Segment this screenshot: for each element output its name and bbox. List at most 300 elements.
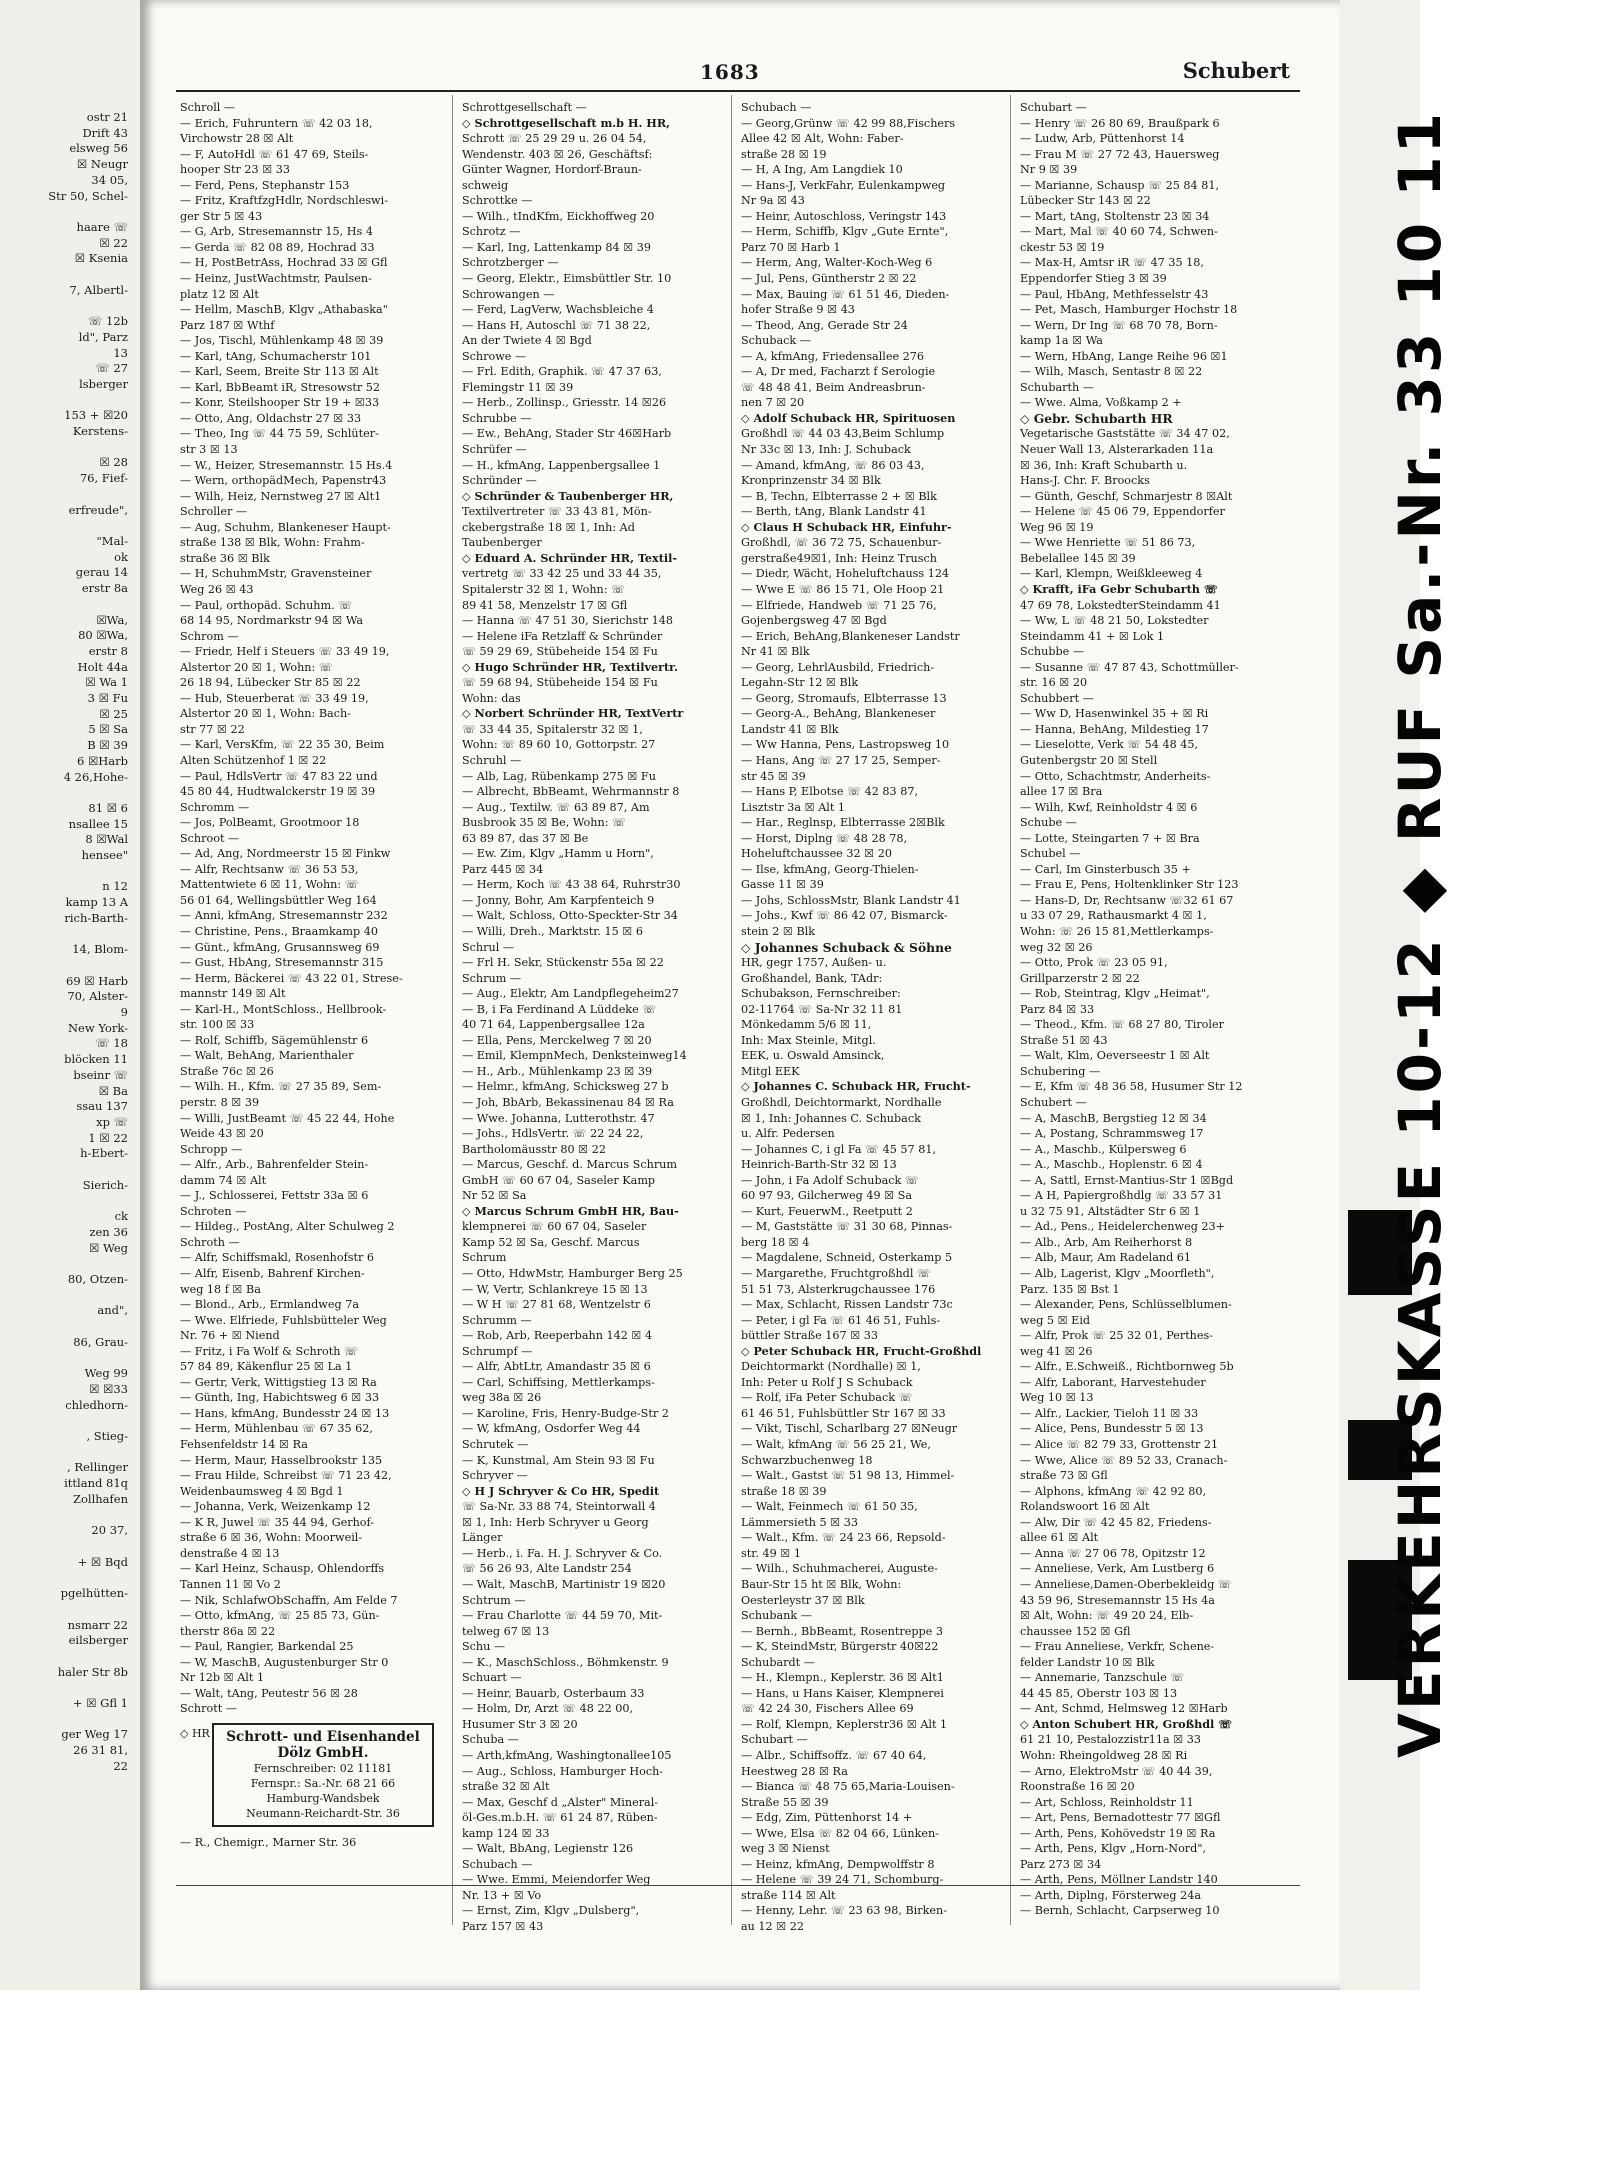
- previous-page-line: nsallee 15: [68, 816, 128, 831]
- directory-line: Hans-J. Chr. F. Broocks: [1020, 474, 1150, 488]
- previous-page-line: [0, 1649, 140, 1665]
- directory-line: hooper Str 23 ☒ 33: [180, 163, 291, 177]
- directory-line: — Johs., HdlsVertr. ☏ 22 24 22,: [462, 1127, 644, 1141]
- directory-line: — Alfr., Lackier, Tieloh 11 ☒ 33: [1020, 1406, 1199, 1420]
- previous-page-line: n 12: [102, 879, 128, 894]
- directory-line: — Alb, Maur, Am Radeland 61: [1020, 1251, 1192, 1265]
- previous-page-line: lsberger: [79, 376, 128, 391]
- previous-page-line: Zollhafen: [72, 1491, 128, 1506]
- directory-line: Parz 70 ☒ Harb 1: [741, 240, 841, 254]
- directory-line: — Erich, Fuhruntern ☏ 42 03 18,: [180, 116, 373, 130]
- directory-line: 61 46 51, Fuhlsbüttler Str 167 ☒ 33: [741, 1406, 946, 1420]
- directory-line: — Jonny, Bohr, Am Karpfenteich 9: [462, 893, 655, 907]
- directory-line: therstr 86a ☒ 22: [180, 1624, 276, 1638]
- directory-line: — Gerda ☏ 82 08 89, Hochrad 33: [180, 240, 375, 254]
- directory-line: vertretg ☏ 33 42 25 und 33 44 35,: [462, 567, 662, 581]
- directory-line: — Theod, Ang, Gerade Str 24: [741, 318, 908, 332]
- previous-page-line: Sierich-: [82, 1177, 128, 1192]
- directory-line: — Ew. Zim, Klgv „Hamm u Horn",: [462, 847, 654, 861]
- directory-line: — Pet, Masch, Hamburger Hochstr 18: [1020, 303, 1238, 317]
- directory-line: — Heinr, Autoschloss, Veringstr 143: [741, 209, 947, 223]
- previous-page-line: 69 ☒ Harb: [66, 973, 128, 988]
- directory-line: An der Twiete 4 ☒ Bgd: [462, 334, 592, 348]
- directory-line: — Anneliese, Verk, Am Lustberg 6: [1020, 1562, 1215, 1576]
- previous-page-line: Str 50, Schel-: [48, 188, 128, 203]
- directory-line: — Alfr, Eisenb, Bahrenf Kirchen-: [180, 1267, 365, 1281]
- directory-line: — Paul, HdlsVertr ☏ 47 83 22 und: [180, 769, 378, 783]
- previous-page-line: [0, 1508, 140, 1524]
- directory-line: Spitalerstr 32 ☒ 1, Wohn: ☏: [462, 582, 626, 596]
- directory-line: — Marcus, Geschf. d. Marcus Schrum: [462, 1158, 677, 1172]
- directory-line: — Karl, Klempn, Weißkleeweg 4: [1020, 567, 1203, 581]
- previous-page-line: New York-: [67, 1020, 128, 1035]
- directory-line: — Mart, tAng, Stoltenstr 23 ☒ 34: [1020, 209, 1210, 223]
- directory-line: — Helene iFa Retzlaff & Schründer: [462, 629, 663, 643]
- directory-line: — Wwe. Emmi, Meiendorfer Weg: [462, 1873, 651, 1887]
- directory-line: 57 84 89, Käkenflur 25 ☒ La 1: [180, 1360, 353, 1374]
- previous-page-line: ger Weg 17: [61, 1727, 128, 1742]
- ad-title-2: Dölz GmbH.: [277, 1744, 369, 1761]
- previous-page-line: [0, 785, 140, 801]
- directory-line: — W, Vertr, Schlankreye 15 ☒ 13: [462, 1282, 648, 1296]
- directory-line: — Frau E, Pens, Holtenklinker Str 123: [1020, 878, 1239, 892]
- directory-line: — Walt, BbAng, Legienstr 126: [462, 1842, 634, 1856]
- directory-line: — H, PostBetrAss, Hochrad 33 ☒ Gfl: [180, 256, 388, 270]
- directory-line: — Herm, Mühlenbau ☏ 67 35 62,: [180, 1422, 373, 1436]
- directory-line: 47 69 78, LokstedterSteindamm 41: [1020, 598, 1221, 612]
- directory-line: — Jos, PolBeamt, Grootmoor 18: [180, 816, 360, 830]
- directory-line: — Herm, Koch ☏ 43 38 64, Ruhrstr30: [462, 878, 681, 892]
- previous-page-line: [0, 1288, 140, 1304]
- directory-line: Textilvertreter ☏ 33 43 81, Mön-: [462, 505, 652, 519]
- previous-page-line: ittland 81q: [64, 1476, 128, 1491]
- directory-line: Nr 9a ☒ 43: [741, 194, 805, 208]
- directory-line: — Max-H, Amtsr iR ☏ 47 35 18,: [1020, 256, 1204, 270]
- directory-line: Schrüfer —: [462, 443, 527, 457]
- directory-line: — W, MaschB, Augustenburger Str 0: [180, 1655, 389, 1669]
- directory-line: — Emil, KlempnMech, Denksteinweg14: [462, 1049, 687, 1063]
- directory-line: — Marianne, Schausp ☏ 25 84 81,: [1020, 178, 1219, 192]
- directory-line: ◇ Anton Schubert HR, Großhdl ☏: [1020, 1716, 1233, 1731]
- directory-line: Schründer —: [462, 474, 537, 488]
- directory-line: Schrul —: [462, 940, 515, 954]
- directory-line: Parz 84 ☒ 33: [1020, 1002, 1095, 1016]
- directory-line: Wendenstr. 403 ☒ 26, Geschäftsf:: [462, 147, 653, 161]
- directory-line: Schube —: [1020, 816, 1077, 830]
- directory-line: ☏ 59 68 94, Stübeheide 154 ☒ Fu: [462, 676, 658, 690]
- directory-line: 61 21 10, Pestalozzistr11a ☒ 33: [1020, 1733, 1202, 1747]
- previous-page-line: [0, 1256, 140, 1272]
- directory-line: Schruhl —: [462, 753, 522, 767]
- previous-page-line: ☏ 27: [95, 361, 128, 376]
- previous-page-line: [0, 597, 140, 613]
- directory-line: — A, Postang, Schrammsweg 17: [1020, 1127, 1204, 1141]
- directory-line: — Anneliese,Damen-Oberbekleidg ☏: [1020, 1577, 1232, 1591]
- directory-line: — Henry ☏ 26 80 69, Braußpark 6: [1020, 116, 1220, 130]
- directory-line: — Ferd, Pens, Stephanstr 153: [180, 178, 350, 192]
- previous-page-line: ☒ Neugr: [76, 157, 128, 172]
- previous-page-line: 153 + ☒20: [64, 408, 128, 423]
- directory-line: — Konr, Steilshooper Str 19 + ☒33: [180, 396, 380, 410]
- directory-line: klempnerei ☏ 60 67 04, Saseler: [462, 1220, 647, 1234]
- directory-line: — Fritz, i Fa Wolf & Schroth ☏: [180, 1344, 359, 1358]
- directory-line: ☒ Alt, Wohn: ☏ 49 20 24, Elb-: [1020, 1609, 1194, 1623]
- directory-line: — A, Sattl, Ernst-Mantius-Str 1 ☒Bgd: [1020, 1173, 1234, 1187]
- directory-line: — J., Schlosserei, Fettstr 33a ☒ 6: [180, 1189, 369, 1203]
- column-divider: [1010, 95, 1011, 1925]
- directory-line: damm 74 ☒ Alt: [180, 1173, 267, 1187]
- directory-line: — Ad., Pens., Heidelerchenweg 23+: [1020, 1220, 1226, 1234]
- previous-page-line: Holt 44a: [77, 659, 128, 674]
- directory-line: Schubakson, Fernschreiber:: [741, 987, 901, 1001]
- directory-line: telweg 67 ☒ 13: [462, 1624, 550, 1638]
- directory-line: Schrutek —: [462, 1438, 529, 1452]
- margin-stamp-text: VERKEHRSKASSE 10-12 ◆ RUF Sa.-Nr. 33 10 11: [1386, 110, 1454, 1758]
- ad-box: [212, 1723, 434, 1827]
- directory-line: — Ferd, LagVerw, Wachsbleiche 4: [462, 303, 654, 317]
- directory-line: ☒ 1, Inh: Herb Schryver u Georg: [462, 1515, 649, 1529]
- directory-line: — Hub, Steuerberat ☏ 33 49 19,: [180, 691, 369, 705]
- directory-line: str. 49 ☒ 1: [741, 1546, 801, 1560]
- directory-line: — G, Arb, Stresemannstr 15, Hs 4: [180, 225, 373, 239]
- directory-line: — Walt., Kfm. ☏ 24 23 66, Repsold-: [741, 1531, 946, 1545]
- directory-line: weg 3 ☒ Nienst: [741, 1842, 830, 1856]
- previous-page-line: ok: [114, 549, 128, 564]
- previous-page-line: rich-Barth-: [64, 910, 128, 925]
- column-divider: [452, 95, 453, 1925]
- directory-line: Nr. 76 + ☒ Niend: [180, 1329, 280, 1343]
- directory-line: — Berth, tAng, Blank Landstr 41: [741, 505, 927, 519]
- directory-line: ◇ Johannes C. Schuback HR, Frucht-: [741, 1079, 971, 1094]
- directory-line: — Hans-D, Dr, Rechtsanw ☏32 61 67: [1020, 893, 1234, 907]
- directory-line: — Ernst, Zim, Klgv „Dulsberg",: [462, 1904, 640, 1918]
- directory-line: — Walt, MaschB, Martinistr 19 ☒20: [462, 1577, 666, 1591]
- directory-line: — Johanna, Verk, Weizenkamp 12: [180, 1500, 371, 1514]
- directory-line: ◇ Eduard A. Schründer HR, Textil-: [462, 550, 678, 565]
- directory-line: 26 18 94, Lübecker Str 85 ☒ 22: [180, 676, 361, 690]
- directory-line: weg 41 ☒ 26: [1020, 1344, 1093, 1358]
- directory-line: Baur-Str 15 ht ☒ Blk, Wohn:: [741, 1577, 902, 1591]
- directory-line: straße 138 ☒ Blk, Wohn: Frahm-: [180, 536, 365, 550]
- directory-line: — Alfr, Prok ☏ 25 32 01, Perthes-: [1020, 1329, 1214, 1343]
- directory-line: — Rolf, Klempn, Keplerstr36 ☒ Alt 1: [741, 1717, 948, 1731]
- directory-line: Schubach —: [741, 101, 812, 114]
- previous-page-line: h-Ebert-: [80, 1146, 128, 1161]
- directory-line: — Alb, Lagerist, Klgv „Moorfleth",: [1020, 1267, 1215, 1281]
- directory-line: Schrotzberger —: [462, 256, 559, 270]
- directory-line: — Paul, orthopäd. Schuhm. ☏: [180, 598, 353, 612]
- directory-line: — Wern, orthopädMech, Papenstr43: [180, 474, 387, 488]
- previous-page-line: [0, 204, 140, 220]
- previous-page-line: 8 ☒Wal: [85, 832, 128, 847]
- directory-line: — Arth,kfmAng, Washingtonallee105: [462, 1748, 672, 1762]
- directory-line: — Karl Heinz, Schausp, Ohlendorffs: [180, 1562, 385, 1576]
- directory-line: — Horst, Diplng ☏ 48 28 78,: [741, 831, 908, 845]
- directory-line: Parz 273 ☒ 34: [1020, 1857, 1102, 1871]
- directory-line: Straße 51 ☒ 43: [1020, 1033, 1108, 1047]
- directory-line: — Annemarie, Tanzschule ☏: [1020, 1671, 1185, 1685]
- directory-line: — Herb., i. Fa. H. J. Schryver & Co.: [462, 1546, 663, 1560]
- previous-page-line: haler Str 8b: [57, 1664, 128, 1679]
- directory-line: Gutenbergstr 20 ☒ Stell: [1020, 753, 1158, 767]
- previous-page-line: 70, Alster-: [67, 989, 128, 1004]
- previous-page-line: 22: [113, 1758, 128, 1773]
- directory-line: Schuba —: [462, 1733, 519, 1747]
- directory-line: str 45 ☒ 39: [741, 769, 806, 783]
- header-rule: [176, 90, 1300, 92]
- directory-line: — H., Klempn., Keplerstr. 36 ☒ Alt1: [741, 1671, 944, 1685]
- directory-line: — Helene ☏ 45 06 79, Eppendorfer: [1020, 505, 1225, 519]
- directory-line: Schubbert —: [1020, 691, 1094, 705]
- previous-page-line: 1 ☒ 22: [88, 1130, 128, 1145]
- directory-line: Weg 96 ☒ 19: [1020, 520, 1094, 534]
- previous-page-line: kamp 13 A: [65, 895, 128, 910]
- directory-line: Flemingstr 11 ☒ 39: [462, 380, 574, 394]
- directory-line: — Herm, Ang, Walter-Koch-Weg 6: [741, 256, 933, 270]
- directory-line: — Karl, tAng, Schumacherstr 101: [180, 349, 372, 363]
- directory-line: Heinrich-Barth-Str 32 ☒ 13: [741, 1158, 897, 1172]
- directory-line: Großhandel, Bank, TAdr:: [741, 971, 883, 985]
- directory-line: Weg 10 ☒ 13: [1020, 1391, 1094, 1405]
- directory-line: ☏ Sa-Nr. 33 88 74, Steintorwall 4: [462, 1500, 656, 1514]
- margin-stamp-strip: [1340, 0, 1454, 1990]
- previous-page-line: + ☒ Gfl 1: [72, 1696, 128, 1711]
- directory-line: — Walt, kfmAng ☏ 56 25 21, We,: [741, 1438, 931, 1452]
- directory-line: weg 38a ☒ 26: [462, 1391, 542, 1405]
- directory-line: — Max, Bauing ☏ 61 51 46, Dieden-: [741, 287, 950, 301]
- directory-line: — Wilh., tIndKfm, Eickhoffweg 20: [462, 209, 655, 223]
- directory-line: Oesterleystr 37 ☒ Blk: [741, 1593, 865, 1607]
- previous-page-line: [0, 393, 140, 409]
- directory-line: hofer Straße 9 ☒ 43: [741, 303, 855, 317]
- previous-page-line: [0, 440, 140, 456]
- directory-line: Parz 445 ☒ 34: [462, 862, 544, 876]
- previous-page-line: erstr 8: [88, 643, 128, 658]
- directory-line: ◇ Schründer & Taubenberger HR,: [462, 488, 674, 503]
- directory-line: 44 45 85, Oberstr 103 ☒ 13: [1020, 1686, 1178, 1700]
- directory-line: Inh: Peter u Rolf J S Schuback: [741, 1375, 913, 1389]
- directory-line: Straße 76c ☒ 26: [180, 1064, 274, 1078]
- column-4: [1020, 100, 1282, 1919]
- directory-line: str 3 ☒ 13: [180, 443, 238, 457]
- directory-line: str. 100 ☒ 33: [180, 1018, 255, 1032]
- directory-line: — Wwe. Elfriede, Fuhlsbütteler Weg: [180, 1313, 387, 1327]
- previous-page-line: Weg 99: [84, 1366, 128, 1381]
- directory-line: ◇ Krafft, iFa Gebr Schubarth ☏: [1020, 581, 1218, 596]
- previous-page-line: [0, 487, 140, 503]
- previous-page-line: [0, 1712, 140, 1728]
- directory-line: — Aug., Elektr, Am Landpflegeheim27: [462, 987, 679, 1001]
- directory-line: — Max, Geschf d „Alster" Mineral-: [462, 1795, 659, 1809]
- directory-line: — Amand, kfmAng, ☏ 86 03 43,: [741, 458, 925, 472]
- directory-line: — Hans P, Elbotse ☏ 42 83 87,: [741, 785, 919, 799]
- directory-line: — Ew., BehAng, Stader Str 46☒Harb: [462, 427, 672, 441]
- directory-line: Weg 26 ☒ 43: [180, 582, 254, 596]
- directory-line: — Karl, VersKfm, ☏ 22 35 30, Beim: [180, 738, 385, 752]
- directory-line: — Walt, Feinmech ☏ 61 50 35,: [741, 1500, 918, 1514]
- directory-line: ◇ Schrottgesellschaft m.b H. HR,: [462, 115, 671, 130]
- directory-line: — Wern, HbAng, Lange Reihe 96 ☒1: [1020, 349, 1228, 363]
- directory-line: Eppendorfer Stieg 3 ☒ 39: [1020, 272, 1167, 286]
- directory-line: — Karl, Seem, Breite Str 113 ☒ Alt: [180, 365, 379, 379]
- directory-page: [140, 0, 1340, 1990]
- directory-line: allee 61 ☒ Alt: [1020, 1531, 1099, 1545]
- directory-line: straße 73 ☒ Gfl: [1020, 1469, 1108, 1483]
- directory-line: — Kurt, FeuerwM., Reetputt 2: [741, 1204, 913, 1218]
- directory-line: — Anni, kfmAng, Stresemannstr 232: [180, 909, 388, 923]
- directory-line: Legahn-Str 12 ☒ Blk: [741, 676, 859, 690]
- directory-line: — Frl H. Sekr, Stückenstr 55a ☒ 22: [462, 956, 664, 970]
- directory-line: — Jul, Pens, Güntherstr 2 ☒ 22: [741, 272, 917, 286]
- ad-telex: Fernschreiber: 02 11181: [253, 1761, 393, 1775]
- directory-line: — Karl, BbBeamt iR, Stresowstr 52: [180, 380, 381, 394]
- directory-line: — Blond., Arb., Ermlandweg 7a: [180, 1298, 360, 1312]
- previous-page-line: [0, 267, 140, 283]
- directory-line: ckebergstraße 18 ☒ 1, Inh: Ad: [462, 520, 635, 534]
- directory-line: — Alfr., Arb., Bahrenfelder Stein-: [180, 1158, 369, 1172]
- directory-line: — Hanna, BehAng, Mildestieg 17: [1020, 722, 1209, 736]
- previous-page-line: [0, 1680, 140, 1696]
- directory-line: ◇ Norbert Schründer HR, TextVertr: [462, 706, 684, 721]
- previous-page-line: , Rellinger: [67, 1460, 128, 1475]
- directory-line: Parz 157 ☒ 43: [462, 1919, 544, 1933]
- directory-line: straße 6 ☒ 36, Wohn: Moorweil-: [180, 1531, 363, 1545]
- directory-line: Schubart —: [741, 1733, 808, 1747]
- previous-page-line: "Mal-: [96, 533, 128, 548]
- directory-line: — Rob, Steintrag, Klgv „Heimat",: [1020, 987, 1210, 1001]
- directory-line: ☏ 33 44 35, Spitalerstr 32 ☒ 1,: [462, 722, 643, 736]
- directory-line: — A., Maschb., Külpersweg 6: [1020, 1142, 1187, 1156]
- directory-line: ◇ Claus H Schuback HR, Einfuhr-: [741, 519, 952, 534]
- directory-line: — Karoline, Fris, Henry-Budge-Str 2: [462, 1406, 669, 1420]
- directory-line: — B, i Fa Ferdinand A Lüddeke ☏: [462, 1002, 657, 1016]
- directory-line: Gojenbergsweg 47 ☒ Bgd: [741, 614, 887, 628]
- directory-line: — K R, Juwel ☏ 35 44 94, Gerhof-: [180, 1515, 375, 1529]
- directory-line: öl-Ges.m.b.H. ☏ 61 24 87, Rüben-: [462, 1811, 658, 1825]
- previous-page-line: ☒ Wa 1: [85, 675, 128, 690]
- directory-line: — Herm, Schiffb, Klgv „Gute Ernte",: [741, 225, 949, 239]
- directory-line: Inh: Max Steinle, Mitgl.: [741, 1033, 876, 1047]
- previous-page-line: elsweg 56: [69, 141, 128, 156]
- directory-line: schweig: [462, 178, 509, 192]
- directory-line: — Otto, HdwMstr, Hamburger Berg 25: [462, 1267, 683, 1281]
- directory-line: — Hildeg., PostAng, Alter Schulweg 2: [180, 1220, 395, 1234]
- directory-line: Wohn: das: [462, 691, 521, 705]
- directory-line: ◇ Hugo Schründer HR, Textilvertr.: [462, 659, 678, 674]
- directory-line: Nr 33c ☒ 13, Inh: J. Schuback: [741, 443, 911, 457]
- directory-line: — Peter, i gl Fa ☏ 61 46 51, Fuhls-: [741, 1313, 941, 1327]
- previous-page-text: [0, 110, 140, 1775]
- previous-page-line: 86, Grau-: [73, 1334, 128, 1349]
- previous-page-line: Drift 43: [82, 125, 128, 140]
- directory-line: Kronprinzenstr 34 ☒ Blk: [741, 474, 881, 488]
- directory-line: Weidenbaumsweg 4 ☒ Bgd 1: [180, 1484, 344, 1498]
- directory-line: ◇ Adolf Schuback HR, Spirituosen: [741, 410, 956, 425]
- directory-line: Alstertor 20 ☒ 1, Wohn: ☏: [180, 660, 333, 674]
- directory-line: Länger: [462, 1531, 503, 1545]
- directory-line: ◇ Marcus Schrum GmbH HR, Bau-: [462, 1203, 679, 1218]
- previous-page-line: ☒ ☒33: [89, 1381, 128, 1396]
- previous-page-line: nsmarr 22: [67, 1617, 128, 1632]
- directory-line: ◇ H J Schryver & Co HR, Spedit: [462, 1483, 660, 1498]
- directory-line: 02-11764 ☏ Sa-Nr 32 11 81: [741, 1002, 903, 1016]
- directory-line: — E, Kfm ☏ 48 36 58, Husumer Str 12: [1020, 1080, 1243, 1094]
- directory-line: Schrott ☏ 25 29 29 u. 26 04 54,: [462, 132, 647, 146]
- directory-line: — Willi, Dreh., Marktstr. 15 ☒ 6: [462, 924, 643, 938]
- previous-page-line: erstr 8a: [81, 581, 128, 596]
- directory-line: — Lotte, Steingarten 7 + ☒ Bra: [1020, 831, 1200, 845]
- directory-line: — Ad, Ang, Nordmeerstr 15 ☒ Finkw: [180, 847, 391, 861]
- directory-line: — Walt, Schloss, Otto-Speckter-Str 34: [462, 909, 678, 923]
- directory-line: perstr. 8 ☒ 39: [180, 1096, 260, 1109]
- directory-line: — John, i Fa Adolf Schuback ☏: [741, 1173, 919, 1187]
- directory-line: Rolandswoort 16 ☒ Alt: [1020, 1500, 1150, 1514]
- directory-line: — Arth, Pens, Kohövedstr 19 ☒ Ra: [1020, 1826, 1216, 1840]
- directory-line: — Frl. Edith, Graphik. ☏ 47 37 63,: [462, 365, 662, 379]
- directory-line: — Wilh, Kwf, Reinholdstr 4 ☒ 6: [1020, 800, 1198, 814]
- column-divider: [731, 95, 732, 1925]
- directory-line: — Alfr, Schiffsmakl, Rosenhofstr 6: [180, 1251, 374, 1265]
- directory-line: — Johs., Kwf ☏ 86 42 07, Bismarck-: [741, 909, 948, 923]
- directory-line: weg 18 f ☒ Ba: [180, 1282, 261, 1296]
- directory-line: — Lieselotte, Verk ☏ 54 48 45,: [1020, 738, 1199, 752]
- previous-page-line: gerau 14: [75, 565, 128, 580]
- directory-line: — Anna ☏ 27 06 78, Opitzstr 12: [1020, 1546, 1206, 1560]
- directory-line: kamp 124 ☒ 33: [462, 1826, 550, 1840]
- directory-line: straße 32 ☒ Alt: [462, 1780, 550, 1794]
- directory-line: — Walt, BehAng, Marienthaler: [180, 1049, 354, 1063]
- directory-line: — Diedr, Wächt, Hoheluftchauss 124: [741, 567, 950, 581]
- directory-line: — Günth, Geschf, Schmarjestr 8 ☒Alt: [1020, 489, 1233, 503]
- directory-line: Schropp —: [180, 1142, 243, 1156]
- directory-line: — Frau Hilde, Schreibst ☏ 71 23 42,: [180, 1469, 392, 1483]
- previous-page-line: 80 ☒Wa,: [78, 628, 128, 643]
- directory-line: au 12 ☒ 22: [741, 1919, 805, 1933]
- directory-line: — H, SchuhmMstr, Gravensteiner: [180, 567, 372, 581]
- directory-line: — H., kfmAng, Lappenbergsallee 1: [462, 458, 661, 472]
- directory-line: — Georg, Stromaufs, Elbterrasse 13: [741, 691, 947, 705]
- directory-line: — F, AutoHdl ☏ 61 47 69, Steils-: [180, 147, 369, 161]
- directory-line: — Frau Charlotte ☏ 44 59 70, Mit-: [462, 1609, 663, 1623]
- directory-line: Wohn: Rheingoldweg 28 ☒ Ri: [1020, 1748, 1188, 1762]
- directory-line: ◇ Gebr. Schubarth HR: [1020, 410, 1173, 426]
- directory-line: 40 71 64, Lappenbergsallee 12a: [462, 1018, 645, 1032]
- previous-page-line: + ☒ Bqd: [77, 1554, 128, 1569]
- directory-line: Busbrook 35 ☒ Be, Wohn: ☏: [462, 816, 627, 830]
- directory-line: — Walt., Gastst ☏ 51 98 13, Himmel-: [741, 1469, 955, 1483]
- directory-line: ◇ Peter Schuback HR, Frucht-Großhdl: [741, 1343, 982, 1358]
- previous-page-line: ☒ 25: [99, 706, 128, 721]
- directory-line: Landstr 41 ☒ Blk: [741, 722, 839, 736]
- directory-line: — Vikt, Tischl, Scharlbarg 27 ☒Neugr: [741, 1422, 958, 1436]
- previous-page-line: ☒ 28: [99, 455, 128, 470]
- previous-page-line: zen 36: [89, 1224, 128, 1239]
- directory-line: — Arno, ElektroMstr ☏ 40 44 39,: [1020, 1764, 1213, 1778]
- directory-line: Deichtormarkt (Nordhalle) ☒ 1,: [741, 1360, 921, 1374]
- directory-line: Schubart —: [1020, 101, 1087, 114]
- directory-line: Schrottke —: [462, 194, 533, 208]
- previous-page-line: 20 37,: [91, 1523, 128, 1538]
- directory-line: — Frau Anneliese, Verkfr, Schene-: [1020, 1640, 1215, 1654]
- directory-line: Schroll —: [180, 101, 236, 114]
- directory-line: Fehsenfeldstr 14 ☒ Ra: [180, 1438, 308, 1452]
- directory-line: Bebelallee 145 ☒ 39: [1020, 551, 1136, 565]
- directory-line: — Wilh, Heiz, Nernstweg 27 ☒ Alt1: [180, 489, 382, 503]
- directory-line: — M, Gaststätte ☏ 31 30 68, Pinnas-: [741, 1220, 953, 1234]
- directory-line: Schwarzbuchenweg 18: [741, 1453, 873, 1467]
- directory-line: — Rolf, Schiffb, Sägemühlenstr 6: [180, 1033, 369, 1047]
- directory-line: — Har., Reglnsp, Elbterrasse 2☒Blk: [741, 816, 945, 830]
